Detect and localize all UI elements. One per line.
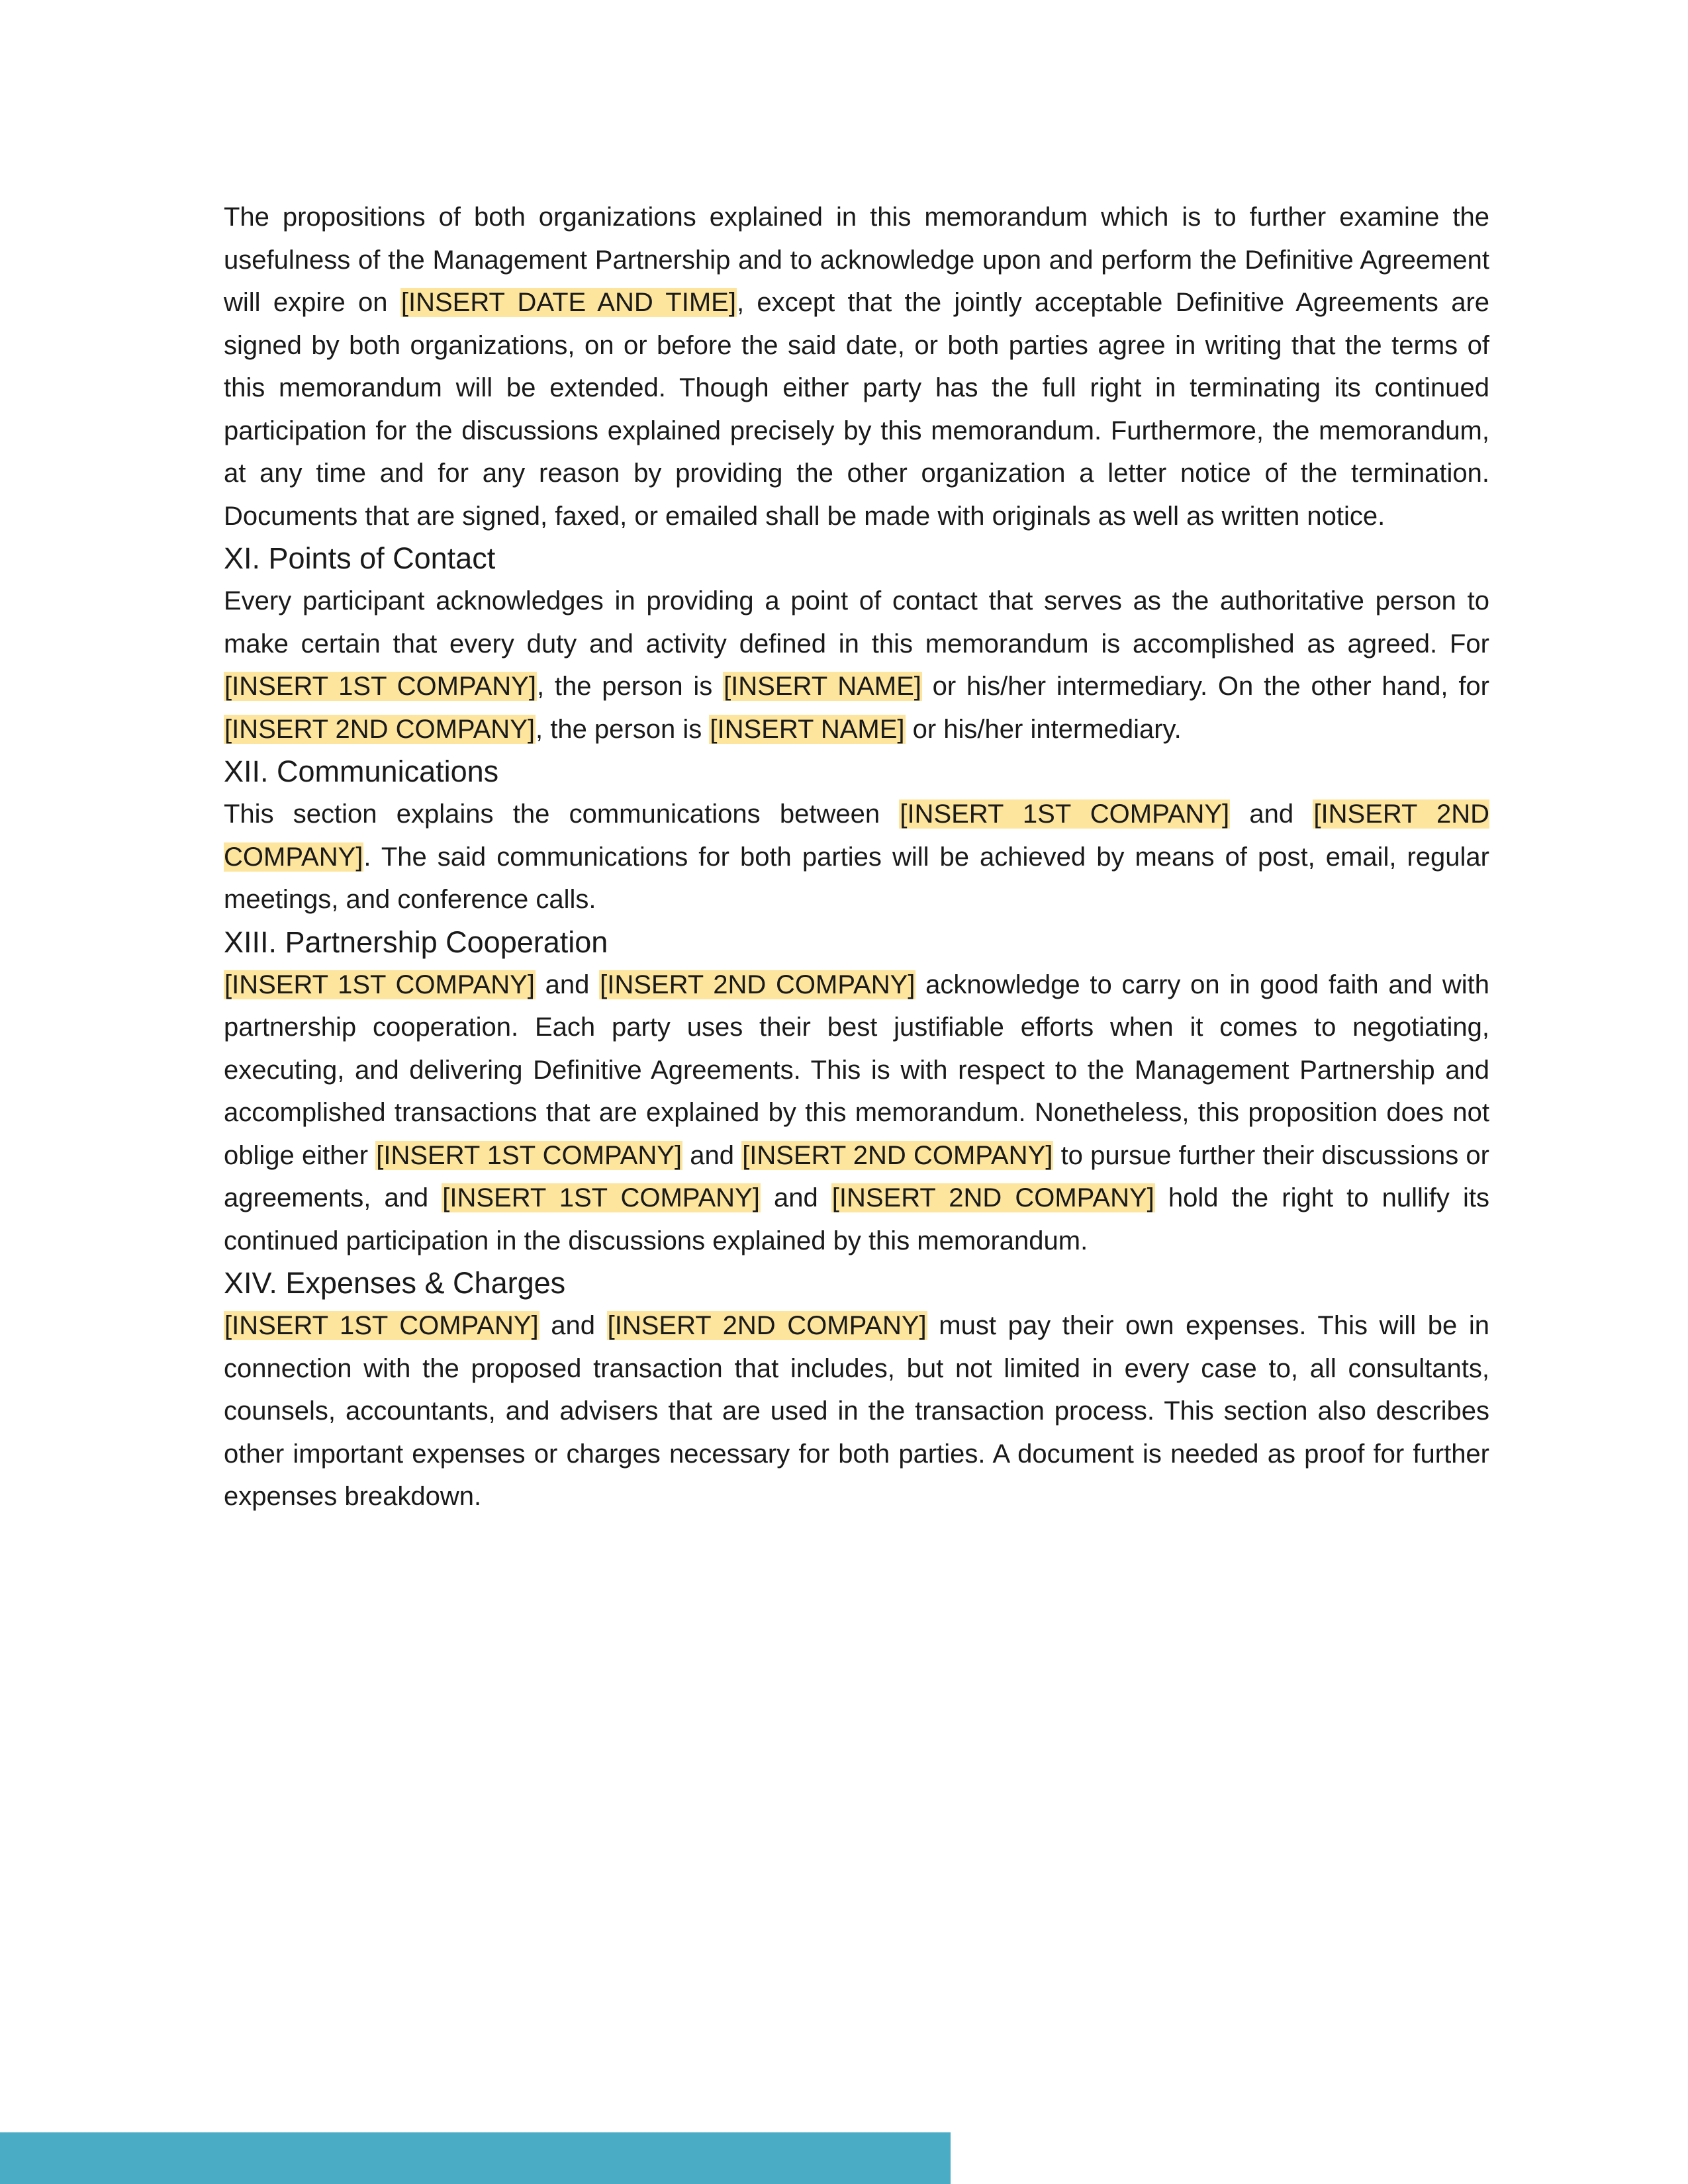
placeholder-2nd-company: [INSERT 2ND COMPANY] <box>600 970 915 999</box>
text-run: to pursue further their discussions or agreements, and <box>224 1140 1490 1212</box>
text-run: and <box>760 1183 831 1212</box>
footer-accent-bar <box>0 2132 951 2184</box>
paragraph-points-of-contact <box>224 580 1489 751</box>
text-run: This section explains the communications between <box>224 799 900 829</box>
heading-points-of-contact: XI. Points of Contact <box>224 541 496 575</box>
placeholder-2nd-company: [INSERT 2ND COMPANY] <box>607 1311 927 1340</box>
heading-expenses-charges: XIV. Expenses & Charges <box>224 1266 566 1300</box>
placeholder-1st-company: [INSERT 1ST COMPANY] <box>376 1140 682 1170</box>
placeholder-2nd-company: [INSERT 2ND COMPANY] <box>224 799 1490 872</box>
paragraph-partnership-cooperation <box>224 964 1489 1263</box>
text-run: , except that the jointly acceptable Definitive Agreements are signed by both organizations, on or before the said date, or both parties agree in writing that the terms of this memorandum will be extended. Though either party has the full right in terminating its continued participation for the discussions explained precisely by this memorandum. Furthermore, the memorandum, at any time and for any reason by providing the other organization a letter notice of the termination. Documents that are signed, faxed, or emailed shall be made with originals as well as written notice. <box>224 288 1490 531</box>
heading-partnership-cooperation: XIII. Partnership Cooperation <box>224 925 608 959</box>
placeholder-1st-company: [INSERT 1ST COMPANY] <box>224 1311 539 1340</box>
text-run: hold the right to nullify its continued participation in the discussions explained by this memorandum. <box>224 1183 1489 1255</box>
placeholder-1st-company: [INSERT 1ST COMPANY] <box>224 672 536 701</box>
text-run: and <box>535 970 600 999</box>
placeholder-1st-company: [INSERT 1ST COMPANY] <box>900 799 1230 829</box>
heading-communications: XII. Communications <box>224 754 499 788</box>
paragraph-expenses-charges <box>224 1304 1489 1518</box>
text-run: , the person is <box>536 672 724 701</box>
placeholder-date-time: [INSERT DATE AND TIME] <box>400 288 736 317</box>
placeholder-1st-company: [INSERT 1ST COMPANY] <box>224 970 535 999</box>
paragraph-termination <box>224 196 1489 537</box>
text-run: and <box>539 1311 607 1340</box>
text-run: , the person is <box>535 714 710 744</box>
text-run: The propositions of both organizations explained in this memorandum which is to further examine the usefulness of the Management Partnership and to acknowledge upon and perform the Definitive Agreement will expire on <box>224 203 1489 317</box>
text-run: or his/her intermediary. On the other hand, for <box>921 672 1490 701</box>
placeholder-2nd-company: [INSERT 2ND COMPANY] <box>831 1183 1154 1212</box>
text-run: or his/her intermediary. <box>905 714 1182 744</box>
text-run: . The said communications for both parties will be achieved by means of post, email, regular meetings, and conference calls. <box>224 842 1489 914</box>
placeholder-name: [INSERT NAME] <box>710 714 905 744</box>
placeholder-2nd-company: [INSERT 2ND COMPANY] <box>742 1140 1053 1170</box>
text-run: Every participant acknowledges in providing a point of contact that serves as the authoritative person to make certain that every duty and activity defined in this memorandum is accomplished as agreed. For <box>224 586 1489 659</box>
text-run: and <box>1230 799 1313 829</box>
placeholder-name: [INSERT NAME] <box>724 672 921 701</box>
text-run: and <box>682 1140 742 1170</box>
document-page <box>224 196 1489 1518</box>
text-run: acknowledge to carry on in good faith and with partnership cooperation. Each party uses their best justifiable efforts when it comes to negotiating, executing, and delivering Definitive Agreements. This is with respect to the Management Partnership and accomplished transactions that are explained by this memorandum. Nonetheless, this proposition does not oblige either <box>224 970 1490 1170</box>
text-run: must pay their own expenses. This will be in connection with the proposed transaction that includes, but not limited in every case to, all consultants, counsels, accountants, and advisers that are used in the transaction process. This section also describes other important expenses or charges necessary for both parties. A document is needed as proof for further expenses breakdown. <box>224 1311 1490 1511</box>
placeholder-1st-company: [INSERT 1ST COMPANY] <box>442 1183 760 1212</box>
paragraph-communications <box>224 793 1489 921</box>
placeholder-2nd-company: [INSERT 2ND COMPANY] <box>224 714 535 744</box>
